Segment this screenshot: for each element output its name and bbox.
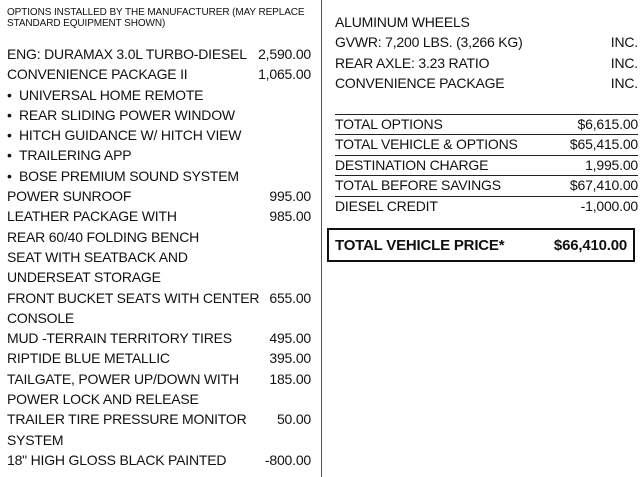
column-divider [321,0,322,477]
total-value: $6,615.00 [577,116,638,132]
option-row [7,409,311,429]
totals-table [335,114,638,216]
option-label: MUD -TERRAIN TERRITORY TIRES [7,330,232,347]
option-row [7,348,311,368]
option-row [7,186,311,206]
total-label: TOTAL BEFORE SAVINGS [335,177,501,194]
option-price: INC. [610,54,638,71]
option-subitem-label: • HITCH GUIDANCE W/ HITCH VIEW [7,125,311,145]
option-row [7,44,311,64]
option-price: 2,590.00 [258,46,311,62]
option-row [7,389,311,409]
total-value: $65,415.00 [569,136,638,153]
option-price: 50.00 [276,411,311,428]
option-subitem [7,145,311,165]
options-header-note [7,7,307,29]
option-subitem [7,166,311,186]
option-label: CONVENIENCE PACKAGE II [7,66,188,83]
option-price: INC. [610,74,638,91]
option-label: CONVENIENCE PACKAGE [335,74,505,91]
option-subitem-label: • BOSE PREMIUM SOUND SYSTEM [7,166,311,186]
total-value: -1,000.00 [580,197,638,214]
option-label: TAILGATE, POWER UP/DOWN WITH [7,370,239,387]
option-price: 185.00 [269,370,311,387]
option-label: SEAT WITH SEATBACK AND [7,248,188,265]
option-label: ALUMINUM WHEELS [335,14,470,30]
option-row [7,328,311,348]
option-price: 1,065.00 [258,66,311,83]
header-note-line-1: OPTIONS INSTALLED BY THE MANUFACTURER (MAY REPLACE [7,7,305,18]
option-row [7,288,311,308]
option-row [335,32,638,52]
total-before-savings-row [335,176,638,196]
option-subitem-label: • UNIVERSAL HOME REMOTE [7,85,311,105]
option-row [7,369,311,389]
option-label: ENG: DURAMAX 3.0L TURBO-DIESEL [7,46,247,62]
option-row [7,64,311,84]
option-row [335,73,638,93]
total-vehicle-price-value: $66,410.00 [553,236,627,254]
option-price: 495.00 [269,330,311,347]
diesel-credit-row [335,197,638,216]
continued-options-list [335,12,638,93]
option-row [335,53,638,73]
options-list [7,44,311,470]
option-price: INC. [610,34,638,51]
option-subitem-label: • REAR SLIDING POWER WINDOW [7,105,311,125]
header-note-line-2: STANDARD EQUIPMENT SHOWN) [7,18,166,29]
option-label: REAR 60/40 FOLDING BENCH [7,228,200,245]
option-row [7,247,311,267]
total-options-row [335,114,638,135]
total-value: $67,410.00 [569,177,638,194]
option-label: LEATHER PACKAGE WITH [7,208,177,225]
option-label: CONSOLE [7,309,75,326]
option-label: GVWR: 7,200 LBS. (3,266 KG) [335,34,523,51]
option-row [7,308,311,328]
option-row [7,227,311,247]
option-price: 395.00 [269,350,311,367]
option-label: RIPTIDE BLUE METALLIC [7,350,170,367]
option-label: TRAILER TIRE PRESSURE MONITOR [7,411,247,428]
option-row [7,206,311,226]
total-value: 1,995.00 [585,156,638,173]
option-label: POWER LOCK AND RELEASE [7,391,199,408]
option-label: REAR AXLE: 3.23 RATIO [335,54,490,71]
destination-charge-row [335,156,638,176]
total-vehicle-price-label: TOTAL VEHICLE PRICE* [335,236,505,254]
option-row [7,430,311,450]
option-label: FRONT BUCKET SEATS WITH CENTER [7,289,260,306]
total-label: TOTAL OPTIONS [335,116,443,132]
option-label: UNDERSEAT STORAGE [7,269,161,286]
option-row [7,267,311,287]
option-subitem [7,105,311,125]
option-price: 995.00 [269,188,311,205]
option-label: POWER SUNROOF [7,188,132,205]
option-subitem [7,85,311,105]
total-label: DESTINATION CHARGE [335,156,489,173]
option-price: 655.00 [269,289,311,306]
total-label: TOTAL VEHICLE & OPTIONS [335,136,518,153]
option-price: -800.00 [264,451,311,468]
total-vehicle-options-row [335,135,638,155]
option-label: SYSTEM [7,431,64,448]
option-price: 985.00 [269,208,311,225]
option-subitem [7,125,311,145]
total-vehicle-price-box [327,228,635,262]
option-subitem-label: • TRAILERING APP [7,145,311,165]
total-label: DIESEL CREDIT [335,197,438,214]
option-row [335,12,638,32]
option-label: 18" HIGH GLOSS BLACK PAINTED [7,451,227,468]
option-row [7,450,311,470]
